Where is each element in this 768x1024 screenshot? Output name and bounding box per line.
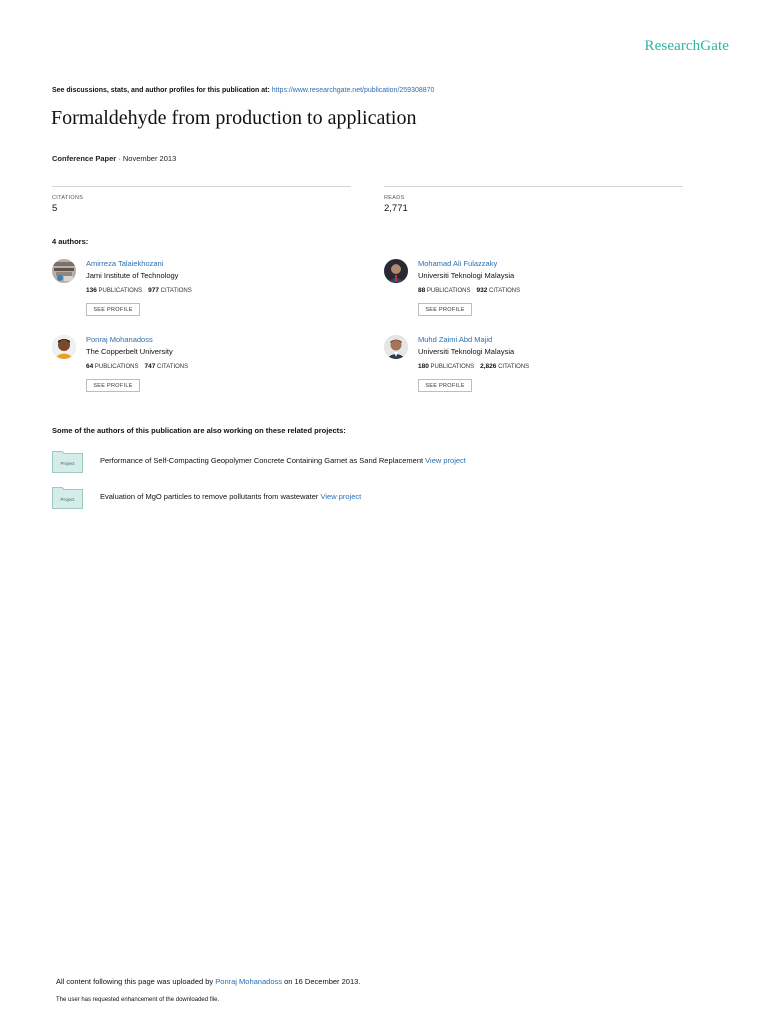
publications-count: 180 (418, 363, 429, 370)
see-profile-button[interactable]: SEE PROFILE (418, 303, 472, 316)
project-folder-icon (52, 451, 83, 473)
project-item (52, 451, 712, 475)
project-text (100, 492, 361, 501)
author-card (52, 335, 352, 405)
see-profile-button[interactable]: SEE PROFILE (418, 379, 472, 392)
publications-label: PUBLICATIONS (94, 364, 139, 370)
author-stats (86, 363, 188, 370)
project-title: Performance of Self-Compacting Geopolymer Concrete Containing Garnet as Sand Replacement (100, 456, 426, 465)
publications-count: 88 (418, 287, 426, 294)
author-stats (418, 363, 529, 370)
publications-count: 136 (86, 287, 97, 294)
citations-label: CITATIONS (160, 288, 192, 294)
citations-stat (52, 186, 351, 214)
citations-count: 747 (144, 363, 156, 370)
upload-note (56, 977, 360, 986)
upload-suffix: on 16 December 2013. (282, 977, 361, 986)
authors-header: 4 authors: (52, 237, 89, 246)
author-card (384, 259, 684, 329)
reads-label: READS (384, 195, 405, 201)
project-item (52, 487, 712, 511)
author-name-link[interactable]: Amirreza Talaiekhozani (86, 259, 164, 268)
enhancement-note: The user has requested enhancement of the downloaded file. (56, 997, 220, 1003)
reads-stat (384, 186, 683, 214)
citations-label: CITATIONS (498, 364, 530, 370)
citations-label: CITATIONS (157, 364, 189, 370)
project-icon-label: Project (60, 461, 75, 466)
project-title: Evaluation of MgO particles to remove pollutants from wastewater (100, 492, 321, 501)
author-institution: Universiti Teknologi Malaysia (418, 347, 515, 356)
researchgate-logo[interactable]: ResearchGate (644, 38, 729, 54)
upload-prefix: All content following this page was uploaded by (56, 977, 216, 986)
author-name-link[interactable]: Muhd Zaimi Abd Majid (418, 335, 493, 344)
citations-label: CITATIONS (489, 288, 521, 294)
publications-count: 64 (86, 363, 94, 370)
project-folder-icon (52, 487, 83, 509)
publication-url-link[interactable]: https://www.researchgate.net/publication/259308870 (271, 87, 435, 94)
citations-value: 5 (52, 203, 58, 214)
avatar[interactable] (384, 335, 408, 359)
author-institution: The Copperbelt University (86, 347, 173, 356)
author-institution: Universiti Teknologi Malaysia (418, 271, 515, 280)
citations-count: 2,826 (480, 363, 497, 370)
avatar[interactable] (52, 335, 76, 359)
project-text (100, 456, 466, 465)
publication-date: November 2013 (122, 154, 177, 163)
citations-count: 977 (148, 287, 159, 294)
publications-label: PUBLICATIONS (430, 364, 475, 370)
citations-label: CITATIONS (52, 195, 84, 201)
author-stats (418, 287, 520, 294)
avatar[interactable] (52, 259, 76, 283)
meta-separator: · (116, 154, 123, 163)
author-institution: Jami Institute of Technology (86, 271, 179, 280)
author-card (384, 335, 684, 405)
citations-count: 932 (476, 287, 488, 294)
avatar[interactable] (384, 259, 408, 283)
view-project-link[interactable]: View project (320, 492, 362, 501)
author-name-link[interactable]: Ponraj Mohanadoss (86, 335, 153, 344)
see-profile-button[interactable]: SEE PROFILE (86, 379, 140, 392)
see-profile-button[interactable]: SEE PROFILE (86, 303, 140, 316)
discussion-line (52, 87, 434, 94)
project-icon-label: Project (60, 497, 75, 502)
avatar-image-icon (52, 259, 76, 283)
related-projects-header: Some of the authors of this publication are also working on these related projects: (52, 426, 346, 435)
avatar-image-icon (52, 335, 76, 359)
reads-value: 2,771 (384, 203, 408, 214)
publication-meta (52, 154, 176, 163)
author-name-link[interactable]: Mohamad Ali Fulazzaky (418, 259, 498, 268)
author-card (52, 259, 352, 329)
view-project-link[interactable]: View project (425, 456, 466, 465)
publications-label: PUBLICATIONS (98, 288, 143, 294)
author-stats (86, 287, 192, 294)
discussion-prefix: See discussions, stats, and author profiles for this publication at: (52, 87, 272, 94)
publication-type: Conference Paper (52, 154, 117, 163)
uploader-link[interactable]: Ponraj Mohanadoss (215, 977, 282, 986)
avatar-image-icon (384, 335, 408, 359)
avatar-image-icon (384, 259, 408, 283)
publication-title: Formaldehyde from production to application (51, 107, 417, 129)
publications-label: PUBLICATIONS (426, 288, 471, 294)
